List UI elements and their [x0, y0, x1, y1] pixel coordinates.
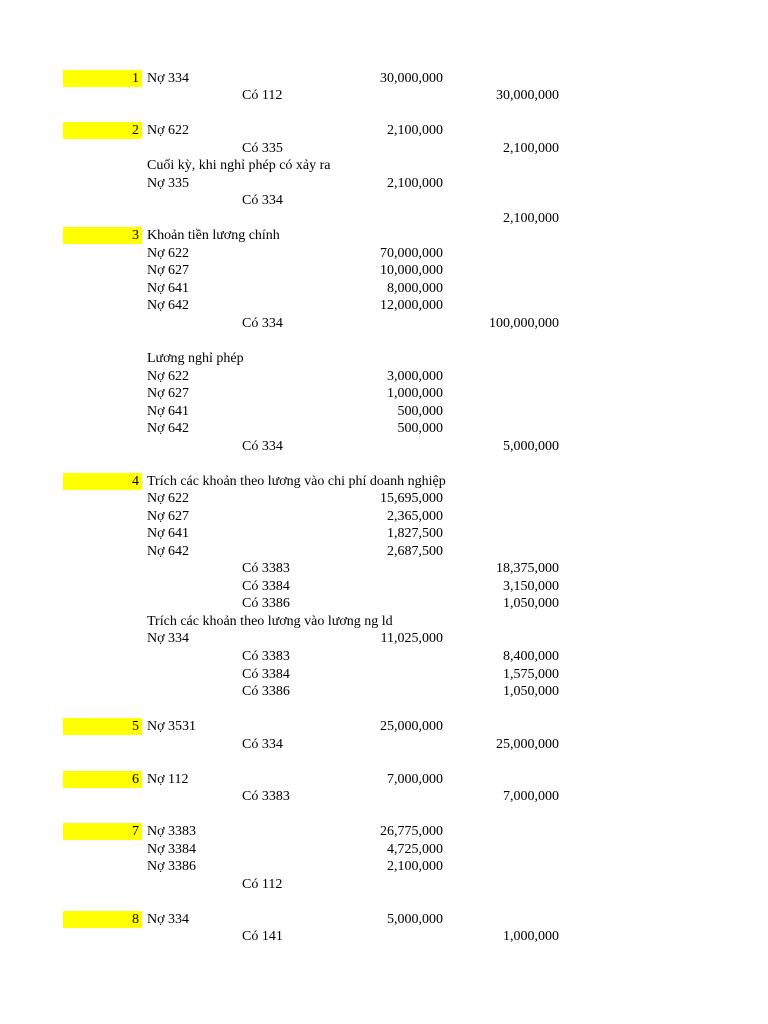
credit-amount: 2,100,000: [503, 210, 559, 226]
journal-row: [0, 227, 768, 245]
journal-row: [0, 350, 768, 368]
credit-account: Có 112: [242, 88, 283, 104]
journal-row: [0, 683, 768, 701]
entry-number-cell: 7: [63, 823, 142, 840]
debit-text: Nợ 622: [147, 368, 190, 384]
credit-account: Có 3383: [242, 561, 290, 577]
credit-amount: 3,150,000: [503, 578, 559, 594]
debit-text: Trích các khoản theo lương vào chi phí doanh nghiệp: [147, 473, 446, 489]
credit-amount: 100,000,000: [489, 315, 559, 331]
journal-row: [0, 192, 768, 210]
debit-amount: 10,000,000: [380, 263, 443, 279]
credit-account: Có 3384: [242, 578, 290, 594]
credit-account: Có 3386: [242, 596, 290, 612]
journal-row: [0, 245, 768, 263]
debit-text: Nợ 622: [147, 491, 190, 507]
credit-amount: 8,400,000: [503, 648, 559, 664]
journal-row: [0, 718, 768, 736]
journal-row: [0, 420, 768, 438]
journal-row: [0, 157, 768, 175]
debit-text: Nợ 622: [147, 123, 190, 139]
journal-row: [0, 736, 768, 754]
debit-text: Nợ 641: [147, 403, 190, 419]
debit-text: Nợ 335: [147, 175, 190, 191]
journal-row: [0, 666, 768, 684]
debit-text: Nợ 334: [147, 70, 190, 86]
journal-row: [0, 613, 768, 631]
debit-amount: 30,000,000: [380, 70, 443, 86]
journal-row: [0, 455, 768, 473]
journal-row: [0, 876, 768, 894]
journal-row: [0, 262, 768, 280]
journal-row: [0, 70, 768, 88]
entry-number-cell: 8: [63, 911, 142, 928]
debit-text: Trích các khoản theo lương vào lương ng ld: [147, 613, 393, 629]
debit-text: Nợ 642: [147, 543, 190, 559]
debit-amount: 2,687,500: [387, 543, 443, 559]
debit-text: Nợ 622: [147, 245, 190, 261]
credit-account: Có 3386: [242, 684, 290, 700]
journal-row: [0, 105, 768, 123]
credit-account: Có 334: [242, 736, 283, 752]
credit-account: Có 334: [242, 438, 283, 454]
credit-account: Có 334: [242, 315, 283, 331]
debit-text: Nợ 334: [147, 911, 190, 927]
debit-amount: 15,695,000: [380, 491, 443, 507]
journal-row: [0, 140, 768, 158]
journal-row: [0, 911, 768, 929]
journal-row: [0, 806, 768, 824]
credit-amount: 30,000,000: [496, 88, 559, 104]
journal-row: [0, 385, 768, 403]
debit-text: Nợ 3531: [147, 719, 197, 735]
entry-number-cell: 5: [63, 718, 142, 735]
journal-row: [0, 753, 768, 771]
journal-row: [0, 648, 768, 666]
credit-amount: 18,375,000: [496, 561, 559, 577]
debit-text: Nợ 334: [147, 631, 190, 647]
credit-amount: 1,000,000: [503, 929, 559, 945]
journal-row: [0, 280, 768, 298]
journal-row: [0, 508, 768, 526]
debit-amount: 25,000,000: [380, 719, 443, 735]
debit-text: Nợ 112: [147, 771, 189, 787]
debit-text: Nợ 3384: [147, 841, 197, 857]
debit-amount: 12,000,000: [380, 298, 443, 314]
journal-row: [0, 771, 768, 789]
journal-row: [0, 858, 768, 876]
debit-text: Cuối kỳ, khi nghỉ phép có xảy ra: [147, 158, 331, 174]
journal-row: [0, 595, 768, 613]
credit-account: Có 335: [242, 140, 283, 156]
debit-text: Nợ 627: [147, 263, 190, 279]
debit-amount: 3,000,000: [387, 368, 443, 384]
journal-row: [0, 175, 768, 193]
journal-row: [0, 122, 768, 140]
entry-number-cell: 4: [63, 473, 142, 490]
journal-row: [0, 928, 768, 946]
debit-amount: 500,000: [397, 421, 443, 437]
journal-row: [0, 630, 768, 648]
journal-row: [0, 403, 768, 421]
journal-row: [0, 893, 768, 911]
debit-text: Nợ 642: [147, 421, 190, 437]
journal-row: [0, 578, 768, 596]
debit-amount: 500,000: [397, 403, 443, 419]
debit-amount: 1,000,000: [387, 386, 443, 402]
debit-amount: 8,000,000: [387, 280, 443, 296]
debit-amount: 70,000,000: [380, 245, 443, 261]
journal-row: [0, 332, 768, 350]
debit-text: Lương nghỉ phép: [147, 350, 244, 366]
credit-account: Có 3383: [242, 789, 290, 805]
journal-row: [0, 701, 768, 719]
debit-amount: 7,000,000: [387, 771, 443, 787]
journal-row: [0, 210, 768, 228]
journal-row: [0, 438, 768, 456]
debit-amount: 5,000,000: [387, 911, 443, 927]
credit-account: Có 3384: [242, 666, 290, 682]
debit-text: Nợ 641: [147, 280, 190, 296]
debit-text: Nợ 627: [147, 508, 190, 524]
debit-text: Nợ 642: [147, 298, 190, 314]
credit-amount: 25,000,000: [496, 736, 559, 752]
entry-number-cell: 3: [63, 227, 142, 244]
journal-row: [0, 560, 768, 578]
debit-text: Khoản tiền lương chính: [147, 228, 280, 244]
credit-amount: 5,000,000: [503, 438, 559, 454]
credit-account: Có 112: [242, 876, 283, 892]
debit-amount: 2,365,000: [387, 508, 443, 524]
credit-account: Có 141: [242, 929, 283, 945]
debit-text: Nợ 3383: [147, 824, 197, 840]
entry-number-cell: 1: [63, 70, 142, 87]
credit-amount: 1,575,000: [503, 666, 559, 682]
debit-amount: 1,827,500: [387, 526, 443, 542]
debit-amount: 2,100,000: [387, 175, 443, 191]
journal-row: [0, 788, 768, 806]
entry-number-cell: 2: [63, 122, 142, 139]
credit-amount: 2,100,000: [503, 140, 559, 156]
journal-row: [0, 297, 768, 315]
journal-row: [0, 490, 768, 508]
debit-text: Nợ 641: [147, 526, 190, 542]
journal-row: [0, 525, 768, 543]
entry-number-cell: 6: [63, 771, 142, 788]
debit-amount: 2,100,000: [387, 123, 443, 139]
credit-amount: 1,050,000: [503, 684, 559, 700]
journal-row: [0, 473, 768, 491]
credit-account: Có 3383: [242, 648, 290, 664]
journal-row: [0, 368, 768, 386]
credit-amount: 7,000,000: [503, 789, 559, 805]
debit-amount: 2,100,000: [387, 859, 443, 875]
journal-row: [0, 823, 768, 841]
journal-row: [0, 841, 768, 859]
journal-row: [0, 543, 768, 561]
debit-text: Nợ 3386: [147, 859, 197, 875]
credit-account: Có 334: [242, 193, 283, 209]
credit-amount: 1,050,000: [503, 596, 559, 612]
journal-row: [0, 315, 768, 333]
debit-amount: 11,025,000: [380, 631, 443, 647]
debit-text: Nợ 627: [147, 386, 190, 402]
debit-amount: 4,725,000: [387, 841, 443, 857]
debit-amount: 26,775,000: [380, 824, 443, 840]
journal-row: [0, 87, 768, 105]
